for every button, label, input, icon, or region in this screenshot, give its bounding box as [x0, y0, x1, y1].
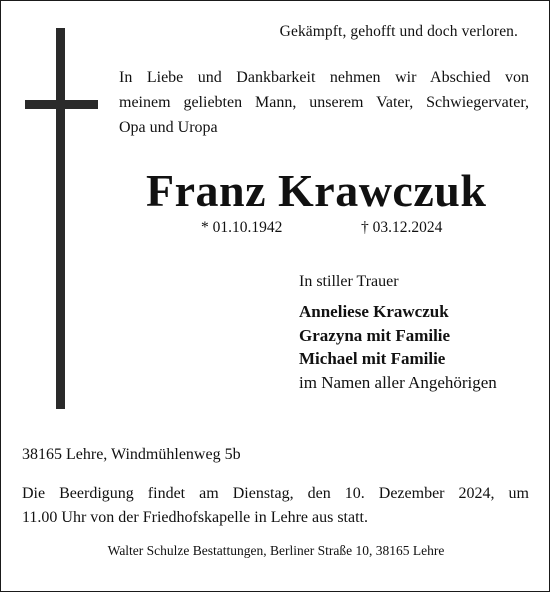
funeral-line: Die Beerdigung findet am Dienstag, den 10. Dezember 2024, um — [22, 485, 529, 502]
death-date: † 03.12.2024 — [361, 219, 443, 236]
mourner-name: Grazyna mit Familie — [299, 325, 451, 345]
intro-line: In Liebe und Dankbarkeit nehmen wir Abschied von — [119, 69, 529, 86]
mourner-name: Anneliese Krawczuk — [299, 302, 449, 321]
mourner-name: Michael mit Familie — [299, 349, 446, 368]
deceased-name: Franz Krawczuk — [146, 165, 487, 216]
funeral-line: 11.00 Uhr von der Friedhofskapelle in Lehre aus statt. — [22, 509, 368, 526]
mourners-closing: im Namen aller Angehörigen — [299, 372, 497, 392]
intro-line: Opa und Uropa — [119, 119, 218, 136]
intro-line: meinem geliebten Mann, unserem Vater, Schwiegervater, — [119, 94, 529, 111]
cross-icon — [56, 28, 65, 409]
birth-date: * 01.10.1942 — [201, 219, 283, 236]
funeral-info — [22, 482, 529, 530]
family-address: 38165 Lehre, Windmühlenweg 5b — [22, 446, 241, 463]
mourners-block — [299, 272, 497, 394]
mourners-heading: In stiller Trauer — [299, 273, 399, 290]
motto: Gekämpft, gehofft und doch verloren. — [279, 23, 518, 40]
cross-icon-bar — [25, 100, 98, 109]
undertaker-credit: Walter Schulze Bestattungen, Berliner Straße 10, 38165 Lehre — [107, 543, 445, 558]
intro-text — [119, 65, 529, 140]
